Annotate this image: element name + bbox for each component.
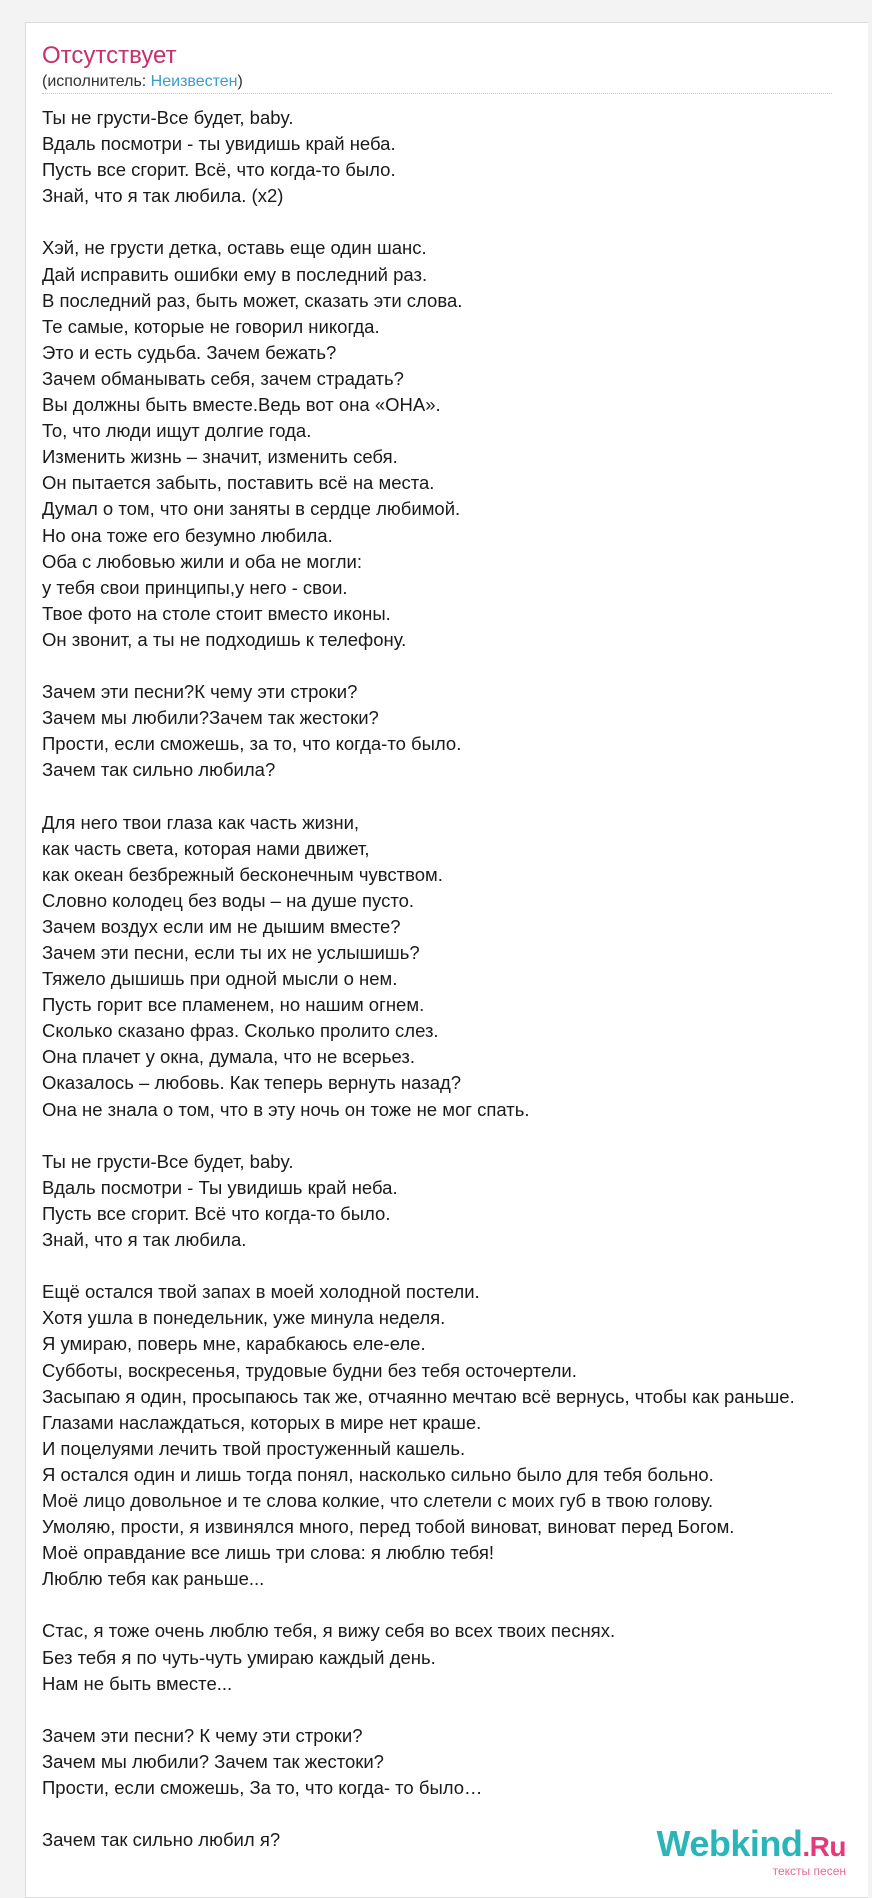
site-logo[interactable] (657, 1825, 846, 1878)
lyric-line: Оба с любовью жили и оба не могли: (42, 550, 363, 572)
lyric-line: Нам не быть вместе... (42, 1672, 233, 1694)
lyric-line: Но она тоже его безумно любила. (42, 524, 333, 546)
stanza-break (42, 1253, 872, 1279)
lyric-line: Он пытается забыть, поставить всё на места. (42, 472, 435, 494)
lyric-line: Твое фото на столе стоит вместо иконы. (42, 602, 391, 624)
lyric-line: Те самые, которые не говорил никогда. (42, 315, 380, 337)
lyric-line: Зачем мы любили? Зачем так жестоки? (42, 1750, 384, 1772)
lyric-line: Хотя ушла в понедельник, уже минула неделя. (42, 1307, 446, 1329)
lyric-line: Знай, что я так любила. (42, 1229, 247, 1251)
lyric-line: Субботы, воскресенья, трудовые будни без тебя осточертели. (42, 1359, 577, 1381)
lyric-line: Пусть все сгорит. Всё, что когда-то было. (42, 159, 396, 181)
lyric-line: Ты не грусти-Все будет, baby. (42, 107, 294, 128)
lyric-line: Моё оправдание все лишь три слова: я люблю тебя! (42, 1542, 495, 1564)
divider (42, 93, 832, 94)
lyric-line: Зачем эти песни, если ты их не услышишь? (42, 942, 420, 963)
lyric-line: Ещё остался твой запах в моей холодной постели. (42, 1281, 480, 1303)
lyric-line: Для него твои глаза как часть жизни, (42, 811, 360, 833)
lyric-line: Он звонит, а ты не подходишь к телефону. (42, 628, 407, 650)
lyric-line: Оказалось – любовь. Как теперь вернуть назад? (42, 1072, 462, 1094)
lyric-line: Прости, если сможешь, за то, что когда-то было. (42, 733, 462, 755)
lyric-line: Прости, если сможешь, За то, что когда- то было… (42, 1777, 483, 1798)
stanza-break (42, 1123, 872, 1149)
lyric-line: Я остался один и лишь тогда понял, насколько сильно было для тебя больно. (42, 1463, 714, 1485)
lyric-line: Хэй, не грусти детка, оставь еще один шанс. (42, 237, 427, 259)
lyric-line: В последний раз, быть может, сказать эти слова. (42, 289, 463, 311)
lyric-line: Моё лицо довольное и те слова колкие, что слетели с моих губ в твою голову. (42, 1489, 714, 1511)
artist-line (42, 72, 243, 92)
artist-suffix: ) (237, 73, 243, 90)
lyric-line: как часть света, которая нами движет, (42, 837, 370, 859)
lyric-line: Пусть горит все пламенем, но нашим огнем. (42, 994, 425, 1016)
lyric-line: Она не знала о том, что в эту ночь он тоже не мог спать. (42, 1098, 530, 1120)
lyric-line: Вы должны быть вместе.Ведь вот она «ОНА». (42, 394, 441, 416)
logo-domain: .Ru (802, 1831, 846, 1862)
lyric-line: у тебя свои принципы,у него - свои. (42, 576, 348, 598)
lyric-line: Пусть все сгорит. Всё что когда-то было. (42, 1202, 391, 1224)
lyric-line: И поцелуями лечить твой простуженный кашель. (42, 1437, 466, 1459)
lyric-line: Изменить жизнь – значит, изменить себя. (42, 446, 398, 468)
lyric-line: Дай исправить ошибки ему в последний раз. (42, 263, 428, 285)
lyric-line: Зачем обманывать себя, зачем страдать? (42, 367, 404, 389)
lyric-line: Тяжело дышишь при одной мысли о нем. (42, 968, 398, 990)
lyric-line: Вдаль посмотри - ты увидишь край неба. (42, 133, 396, 155)
lyric-line: Знай, что я так любила. (x2) (42, 185, 284, 207)
lyric-line: Без тебя я по чуть-чуть умираю каждый день. (42, 1646, 436, 1668)
lyric-line: Ты не грусти-Все будет, baby. (42, 1150, 294, 1172)
stanza-break (42, 1592, 872, 1618)
lyric-line: Словно колодец без воды – на душе пусто. (42, 889, 415, 911)
song-title: Отсутствует (42, 42, 177, 69)
lyric-line: Это и есть судьба. Зачем бежать? (42, 341, 337, 363)
lyrics-body (42, 105, 872, 1853)
stanza-break (42, 783, 872, 809)
logo-wordmark (657, 1825, 846, 1866)
artist-link[interactable]: Неизвестен (150, 73, 238, 90)
stanza-break (42, 209, 872, 235)
lyric-line: Люблю тебя как раньше... (42, 1568, 265, 1590)
lyric-line: Глазами наслаждаться, которых в мире нет краше. (42, 1411, 482, 1433)
lyric-line: Зачем воздух если им не дышим вместе? (42, 915, 401, 937)
lyric-line: Стас, я тоже очень люблю тебя, я вижу себя во всех твоих песнях. (42, 1620, 616, 1642)
artist-prefix: (исполнитель: (42, 73, 151, 90)
lyric-line: как океан безбрежный бесконечным чувством. (42, 863, 443, 885)
lyric-line: Я умираю, поверь мне, карабкаюсь еле-еле. (42, 1333, 426, 1355)
lyric-line: Зачем так сильно любил я? (42, 1829, 281, 1851)
lyric-line: Зачем эти песни? К чему эти строки? (42, 1724, 363, 1746)
lyric-line: Зачем так сильно любила? (42, 759, 276, 781)
lyric-line: Зачем эти песни?К чему эти строки? (42, 681, 358, 703)
lyric-line: Умоляю, прости, я извинялся много, перед тобой виноват, виноват перед Богом. (42, 1516, 735, 1538)
lyric-line: Думал о том, что они заняты в сердце любимой. (42, 498, 461, 520)
lyric-line: То, что люди ищут долгие года. (42, 420, 312, 442)
logo-tagline: тексты песен (772, 1864, 846, 1878)
stanza-break (42, 653, 872, 679)
lyric-line: Вдаль посмотри - Ты увидишь край неба. (42, 1176, 398, 1198)
lyric-line: Она плачет у окна, думала, что не всерьез. (42, 1046, 415, 1068)
logo-name: Webkind (656, 1823, 803, 1864)
lyric-line: Сколько сказано фраз. Сколько пролито слез. (42, 1020, 439, 1042)
lyric-line: Зачем мы любили?Зачем так жестоки? (42, 707, 379, 729)
stanza-break (42, 1697, 872, 1723)
lyric-line: Засыпаю я один, просыпаюсь так же, отчаянно мечтаю всё вернусь, чтобы как раньше. (42, 1385, 795, 1407)
